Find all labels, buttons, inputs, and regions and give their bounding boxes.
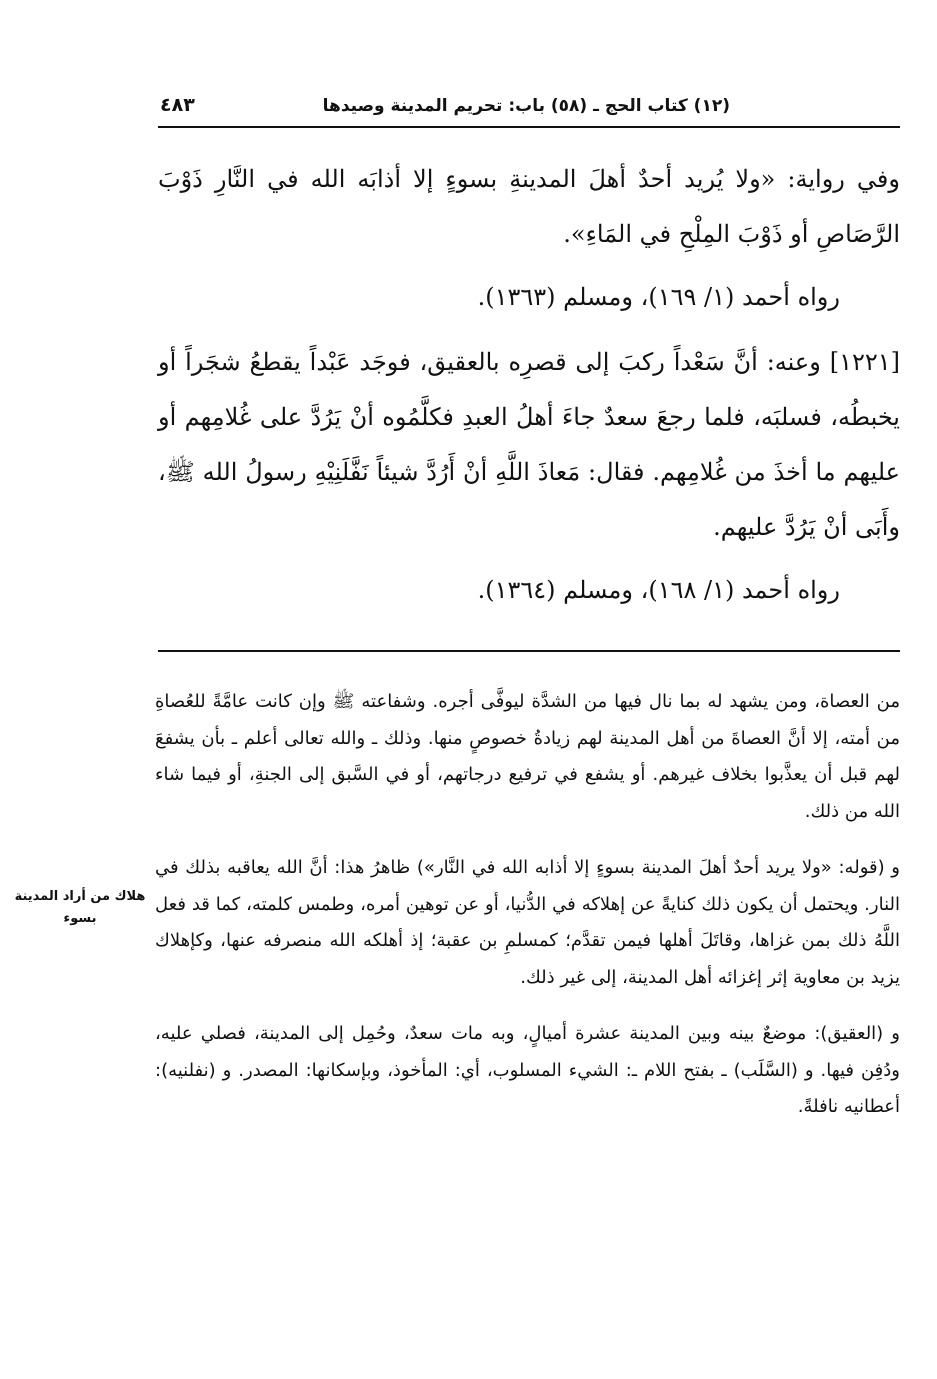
- commentary-paragraph-3: و (العقيق): موضعٌ بينه وبين المدينة عشرة أميالٍ، وبه مات سعدٌ، وحُمِل إلى المدينة، فصلي عليه، ودُفِن فيها. و (السَّلَب) ـ بفتح اللام ـ: الشيء المسلوب، أي: المأخوذ، وبإسكانها: المصدر. و (نفلنيه): أعطانيه نافلةً.: [155, 1023, 900, 1117]
- commentary-paragraph-1: من العصاة، ومن يشهد له بما نال فيها من الشدَّة ليوفَّى أجره. وشفاعته ﷺ وإن كانت عامَّةً للعُصاةِ من أمته، إلا أنَّ العصاةَ من أهل المدينة لهم زيادةُ خصوصٍ منها. وذلك ـ والله تعالى أعلم ـ بأن يشفعَ لهم قبل أن يعذَّبوا بخلاف غيرهم. أو يشفع في ترفيع درجاتهم، أو في السَّبق إلى الجنةِ، أو فيما شاء الله من ذلك.: [155, 691, 900, 822]
- hadith-text-section: [158, 152, 900, 628]
- commentary-section: [155, 684, 900, 1146]
- hadith-text: [١٢٢١] وعنه: أنَّ سَعْداً ركبَ إلى قصرِه بالعقيق، فوجَد عَبْداً يقطعُ شجَراً أو يخبطُه، فسلبَه، فلما رجعَ سعدٌ جاءَ أهلُ العبدِ فكلَّمُوه أنْ يَرُدَّ على غُلامِهم أو عليهم ما أخذَ من غُلامِهم. فقال: مَعاذَ اللَّهِ أنْ أَرُدَّ شيئاً نَفَّلَنِيْهِ رسولُ الله ﷺ، وأَبَى أنْ يَرُدَّ عليهم.: [158, 348, 900, 541]
- narration-text: وفي رواية: «ولا يُريد أحدٌ أهلَ المدينةِ بسوءٍ إلا أذابَه الله في النَّارِ ذَوْبَ الرَّصَاصِ أو ذَوْبَ المِلْحِ في المَاءِ».: [158, 165, 900, 248]
- source-citation-2: رواه أحمد (١/ ١٦٨)، ومسلم (١٣٦٤).: [477, 576, 840, 604]
- margin-note: هلاك من أراد المدينة بسوء: [14, 889, 146, 926]
- running-header: [158, 90, 900, 126]
- header-divider: [158, 126, 900, 128]
- chapter-heading: (١٢) كتاب الحج ـ (٥٨) باب: تحريم المدينة وصيدها: [322, 96, 730, 116]
- page-number: ٤٨٣: [160, 94, 195, 116]
- section-divider: [158, 650, 900, 652]
- source-citation-1: رواه أحمد (١/ ١٦٩)، ومسلم (١٣٦٣).: [477, 283, 840, 311]
- commentary-paragraph-2: و (قوله: «ولا يريد أحدٌ أهلَ المدينة بسوءٍ إلا أذابه الله في النَّار») ظاهرُ هذا: أنَّ الله يعاقبه بذلك في النار. ويحتمل أن يكون ذلك كنايةً عن إهلاكه في الدُّنيا، أو عن توهين أمره، وطمس كلمته، كما قد فعل اللَّهُ ذلك بمن غزاها، وقاتَلَ أهلها فيمن تقدَّم؛ كمسلمِ بن عقبة؛ إذ أهلكه الله منصرفه عنها، وكإهلاك يزيد بن معاوية إثر إغزائه أهل المدينة، إلى غير ذلك.: [155, 857, 900, 988]
